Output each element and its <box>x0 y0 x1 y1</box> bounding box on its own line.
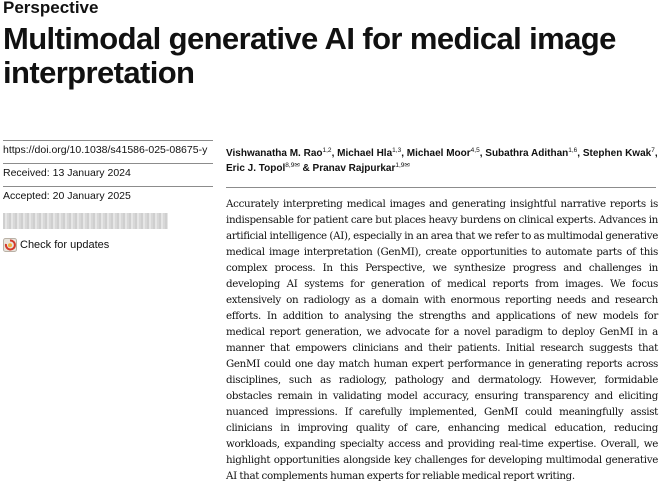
article-title: Multimodal generative AI for medical image interpretation <box>3 21 616 90</box>
author-separator: , <box>654 148 658 159</box>
author-affiliation: 7 <box>651 147 655 154</box>
author-name[interactable]: Michael Moor <box>406 148 471 159</box>
check-for-updates-button[interactable] <box>3 236 213 254</box>
received-date: Received: 13 January 2024 <box>3 163 213 186</box>
author-name[interactable]: Vishwanatha M. Rao <box>226 148 323 159</box>
abstract-text: Accurately interpreting medical images and generating insightful narrative reports is indispensable for patient care but places heavy burdens on clinical experts. Advances in artificial intelligence (AI), especially in an area that we refer to as multimodal generative medical image interpretation (GenMI), create opportunities to automate parts of this complex process. In this Perspective, we synthesize progress and challenges in developing AI systems for generation of medical reports from images. We focus extensively on radiology as a domain with enormous reporting needs and research efforts. In addition to analysing the strengths and applications of new models for medical report generation, we advocate for a novel paradigm to deploy GenMI in a manner that empowers clinicians and their patients. Initial research suggests that GenMI could one day match human expert performance in generating reports across disciplines, such as radiology, pathology and dermatology. However, formidable obstacles remain in validating model accuracy, ensuring transparency and eliciting nuanced impressions. If carefully implemented, GenMI could meaningfully assist clinicians in improving quality of care, enhancing medical education, reducing workloads, expanding specialty access and providing real-time expertise. Overall, we highlight opportunities alongside key challenges for developing multimodal generative AI that complements human experts for reliable medical report writing. <box>226 198 658 482</box>
author-name[interactable]: Michael Hla <box>337 148 393 159</box>
author-affiliation: 1,3 <box>392 147 402 154</box>
author-affiliation: 4,5 <box>470 147 480 154</box>
doi-link[interactable]: https://doi.org/10.1038/s41586-025-08675-y <box>3 144 208 156</box>
header-divider <box>226 187 656 188</box>
author-separator: , <box>479 148 486 159</box>
redacted-block <box>3 213 168 229</box>
author-separator: , <box>577 148 583 159</box>
check-updates-icon <box>3 238 17 252</box>
author-affiliation: 1,2 <box>322 147 332 154</box>
article-sidebar <box>3 140 213 254</box>
author-affiliation: 1,6 <box>568 147 578 154</box>
author-list <box>226 146 658 176</box>
author-separator: & <box>299 163 313 174</box>
article-kicker: Perspective <box>3 0 99 17</box>
author-name[interactable]: Eric J. Topol <box>226 163 286 174</box>
author-name[interactable]: Pranav Rajpurkar <box>312 163 396 174</box>
author-affiliation: 8,9✉ <box>285 162 300 169</box>
author-separator: , <box>331 148 338 159</box>
accepted-date: Accepted: 20 January 2025 <box>3 186 213 209</box>
author-separator: , <box>401 148 407 159</box>
doi-row <box>3 140 213 163</box>
author-affiliation: 1,9✉ <box>395 162 410 169</box>
author-name[interactable]: Subathra Adithan <box>485 148 569 159</box>
check-updates-label: Check for updates <box>20 239 110 251</box>
author-name[interactable]: Stephen Kwak <box>582 148 652 159</box>
